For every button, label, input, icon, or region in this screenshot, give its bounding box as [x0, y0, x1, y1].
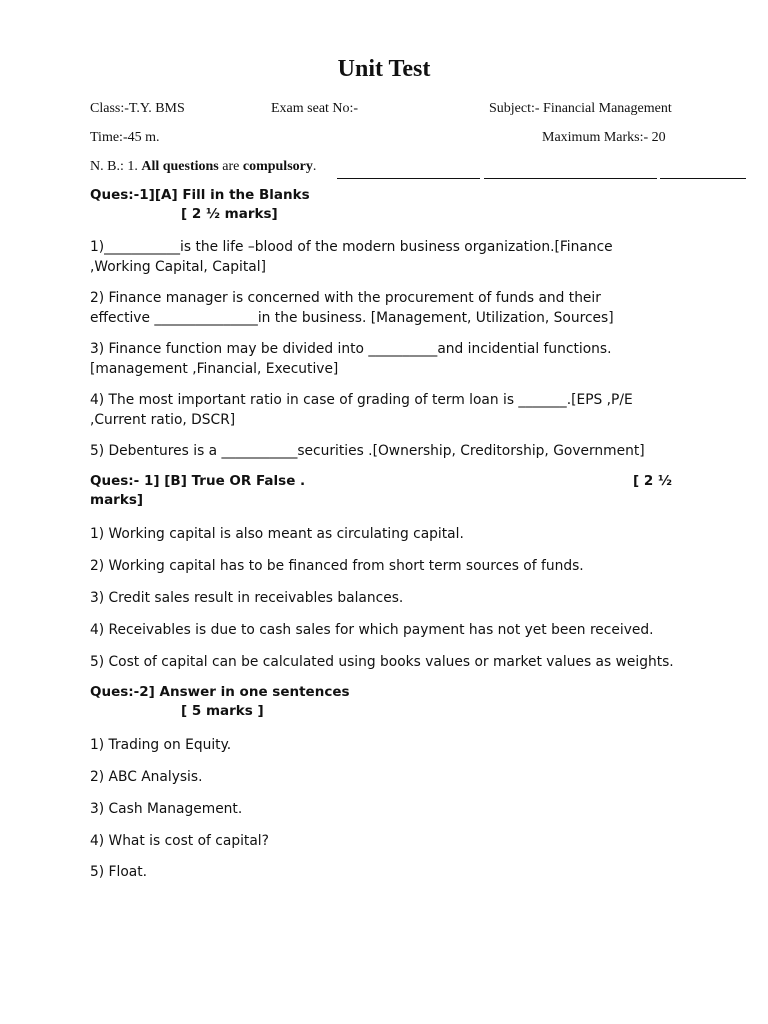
header-divider	[484, 178, 657, 179]
class-label: Class:-T.Y. BMS	[90, 101, 185, 116]
fill-blanks-marks: [ 2 ½ marks]	[181, 206, 278, 222]
header-divider	[660, 178, 746, 179]
maximum-marks-label: Maximum Marks:- 20	[542, 130, 666, 145]
tf-item-5: 5) Cost of capital can be calculated using books values or market values as weights.	[90, 654, 674, 670]
exam-seat-label: Exam seat No:-	[271, 101, 359, 116]
answer-item-4: 4) What is cost of capital?	[90, 833, 269, 849]
fill-item-2: 2) Finance manager is concerned with the procurement of funds and their effective _______________in the business. [Management, Utilization, Sources]	[90, 290, 614, 326]
fill-blanks-heading: Ques:-1][A] Fill in the Blanks	[90, 187, 310, 203]
tf-item-4: 4) Receivables is due to cash sales for which payment has not yet been received.	[90, 622, 654, 638]
tf-item-2: 2) Working capital has to be financed from short term sources of funds.	[90, 558, 584, 574]
fill-item-5: 5) Debentures is a ___________securities .[Ownership, Creditorship, Government]	[90, 443, 645, 459]
nb-end: .	[312, 159, 317, 174]
answer-heading: Ques:-2] Answer in one sentences	[90, 684, 350, 700]
fill-item-3: 3) Finance function may be divided into __________and incidential functions. [management ,Financial, Executive]	[90, 341, 612, 377]
nb-mid: are	[218, 159, 243, 174]
true-false-marks-cont: marks]	[90, 492, 144, 508]
subject-label: Subject:- Financial Management	[489, 101, 672, 116]
nb-prefix: N. B.: 1.	[90, 159, 142, 174]
true-false-marks: [ 2 ½	[633, 473, 672, 489]
nb-bold-compulsory: compulsory	[242, 159, 313, 174]
header-divider	[337, 178, 480, 179]
tf-item-3: 3) Credit sales result in receivables balances.	[90, 590, 404, 606]
answer-item-3: 3) Cash Management.	[90, 801, 243, 817]
fill-item-1: 1)___________is the life –blood of the modern business organization.[Finance ,Working Capital, Capital]	[90, 239, 613, 275]
page-title: Unit Test	[337, 56, 431, 82]
answer-item-5: 5) Float.	[90, 864, 148, 880]
answer-item-2: 2) ABC Analysis.	[90, 769, 203, 785]
nb-bold-all-questions: All questions	[141, 159, 219, 174]
fill-item-4: 4) The most important ratio in case of grading of term loan is _______.[EPS ,P/E ,Current ratio, DSCR]	[90, 392, 633, 428]
true-false-heading: Ques:- 1] [B] True OR False .	[90, 473, 306, 489]
answer-item-1: 1) Trading on Equity.	[90, 737, 232, 753]
time-label: Time:-45 m.	[90, 130, 160, 145]
tf-item-1: 1) Working capital is also meant as circulating capital.	[90, 526, 464, 542]
nota-bene	[90, 159, 316, 175]
answer-marks: [ 5 marks ]	[181, 703, 264, 719]
